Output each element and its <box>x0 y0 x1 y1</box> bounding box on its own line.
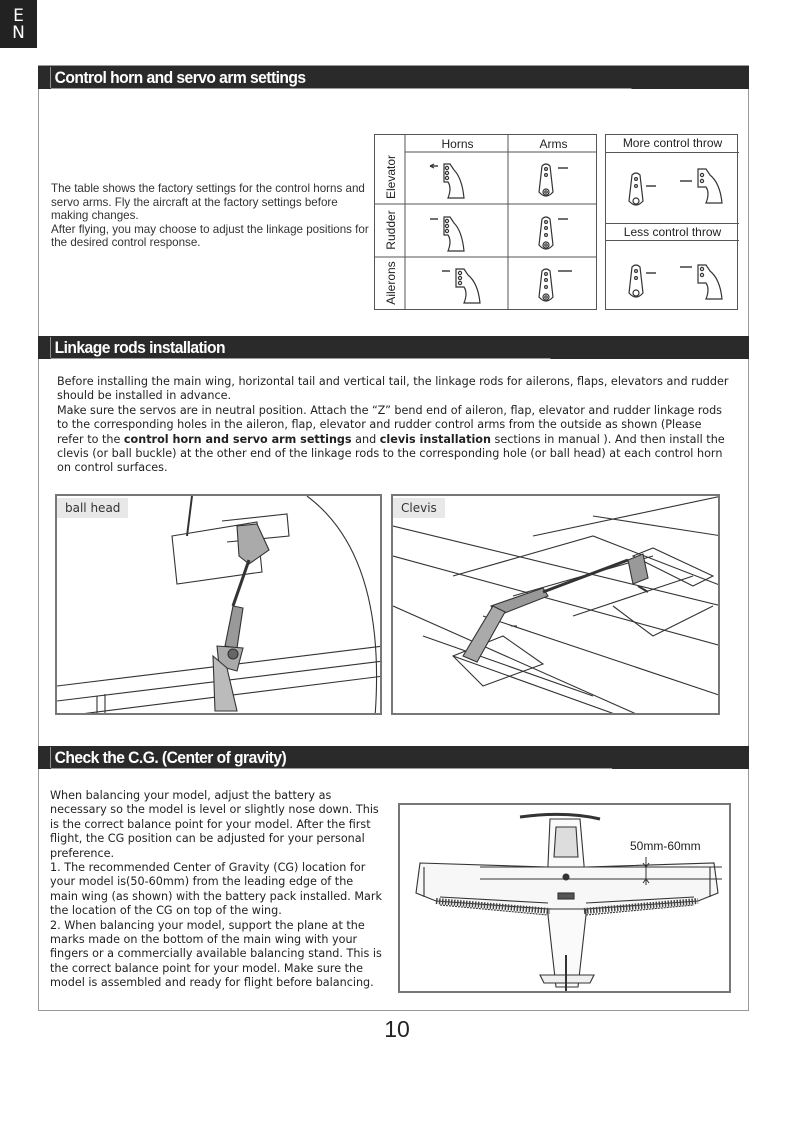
col-arms: Arms <box>539 137 568 151</box>
clevis-drawing <box>393 496 720 715</box>
row-ailerons: Ailerons <box>384 261 398 305</box>
cg-text: When balancing your model, adjust the battery as necessary so the model is level or slightly nose down. This is the correct balance point for your model. After the first flight, the CG position can be adjusted for your personal preference. 1. The recommended Center of Gravity (CG) location for your model is(50-60mm) from the leading edge of the main wing (as shown) with the battery pack installed. Mark the location of the CG on top of the wing. 2. When balancing your model, support the plane at the marks made on the bottom of the main wing with your fingers or a commercially available balancing stand. This is the correct balance point for your model. Make sure the model is assembled and ready for flight before balancing. <box>50 789 382 990</box>
col-horns: Horns <box>441 137 474 151</box>
section-title: Linkage rods installation <box>50 337 229 358</box>
ball-head-label: ball head <box>57 498 128 518</box>
language-letter-n: N <box>12 23 25 43</box>
arm-aileron-icon <box>539 269 572 301</box>
section-header-control-horn <box>38 66 749 89</box>
link-clevis-installation: clevis installation <box>379 432 491 446</box>
link-control-horn-settings: control horn and servo arm settings <box>123 432 352 446</box>
section-title: Control horn and servo arm settings <box>50 67 309 88</box>
horn-elevator-icon <box>430 164 464 198</box>
horn-arm-table <box>374 134 597 310</box>
ball-head-illustration <box>55 494 382 715</box>
throw-icons <box>606 135 739 311</box>
horn-aileron-icon <box>442 269 480 303</box>
less-throw-label: Less control throw <box>606 223 739 241</box>
row-elevator: Elevator <box>384 154 398 200</box>
arm-rudder-icon <box>539 217 568 249</box>
more-throw-label: More control throw <box>606 136 739 153</box>
throw-box <box>605 134 738 310</box>
clevis-label: Clevis <box>393 498 445 518</box>
language-letter-e: E <box>13 6 24 26</box>
linkage-text: Before installing the main wing, horizontal tail and vertical tail, the linkage rods for ailerons, flaps, elevators and rudder should be installed in advance. Make sure the servos are in neutral position. Attach the “Z” bend end of aileron, flap, elevator and rudder linkage rods to the corresponding holes in the aileron, flap, elevator and rudder control arms from the outside as shown (Please refer to the control horn and servo arm settings and clevis installation sections in manual ). And then install the clevis (or ball buckle) at the other end of the linkage rods to the corresponding hole (or ball head) at each control horn on control surfaces. <box>57 375 729 475</box>
cg-dimension-label: 50mm-60mm <box>630 839 701 853</box>
section-header-cg <box>38 746 749 769</box>
airplane-top-view <box>400 805 733 995</box>
cg-diagram <box>398 803 731 993</box>
arm-elevator-icon <box>539 164 568 196</box>
clevis-illustration <box>391 494 720 715</box>
horn-arm-icons <box>374 134 597 310</box>
section-title: Check the C.G. (Center of gravity) <box>50 747 290 768</box>
control-horn-intro: The table shows the factory settings for the control horns and servo arms. Fly the aircraft at the factory settings before making changes. After flying, you may choose to adjust the linkage positions for the desired control response. <box>51 182 369 250</box>
horn-rudder-icon <box>430 217 464 251</box>
row-rudder: Rudder <box>384 210 398 250</box>
ball-head-drawing <box>57 496 382 715</box>
section-header-linkage <box>38 336 749 359</box>
language-tab <box>0 0 37 48</box>
page-number: 10 <box>384 1016 410 1042</box>
